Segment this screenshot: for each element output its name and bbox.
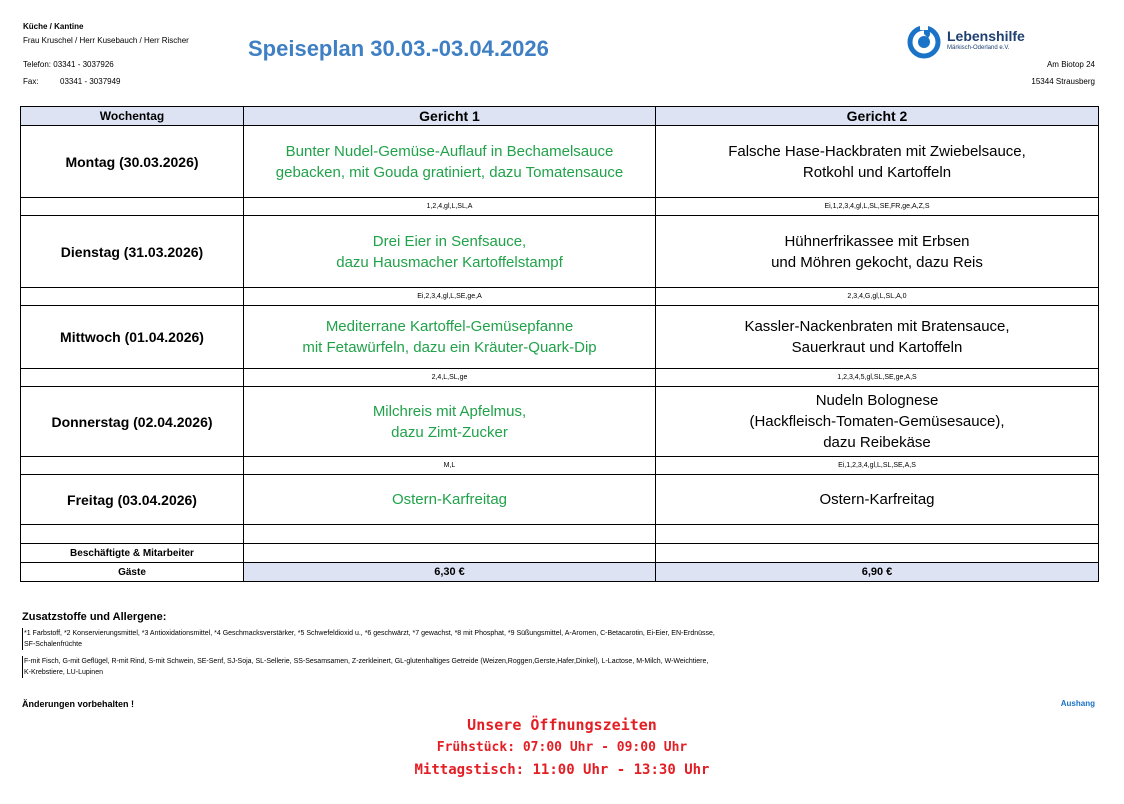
empty-cell	[656, 525, 1099, 544]
logo-subtitle: Märkisch-Oderland e.V.	[947, 45, 1010, 51]
meal-line: dazu Hausmacher Kartoffelstampf	[336, 253, 563, 271]
empty-cell	[21, 525, 244, 544]
meal-line: mit Fetawürfeln, dazu ein Kräuter-Quark-Dip	[302, 339, 597, 356]
meal-line: dazu Reibekäse	[823, 434, 931, 451]
meal-line: dazu Zimt-Zucker	[391, 423, 508, 441]
col-header-meal2: Gericht 2	[656, 107, 1099, 126]
aushang-label: Aushang	[1060, 699, 1095, 708]
allergen-row	[21, 369, 1099, 387]
department-label: Küche / Kantine	[23, 22, 84, 31]
meal-line: Sauerkraut und Kartoffeln	[791, 339, 963, 356]
staff-names: Frau Kruschel / Herr Kusebauch / Herr Rischer	[23, 36, 189, 45]
meal2-cell	[656, 216, 1099, 288]
day-row-wednesday	[21, 306, 1099, 369]
staff-label: Beschäftigte & Mitarbeiter	[21, 544, 244, 563]
allergens-legend	[22, 656, 1099, 678]
meal2-cell	[656, 126, 1099, 198]
meal-line: und Möhren gekocht, dazu Reis	[771, 253, 983, 271]
day-row-friday	[21, 475, 1099, 525]
meal-line: gebacken, mit Gouda gratiniert, dazu Tomatensauce	[275, 163, 624, 181]
meal1-cell	[244, 306, 656, 369]
meal1-cell	[244, 387, 656, 457]
allergen-codes-meal2: Ei,1,2,3,4,gl,L,SL,SE,A,S	[656, 457, 1099, 475]
meal2-cell	[656, 306, 1099, 369]
table-header-row	[21, 107, 1099, 126]
allergen-codes-meal2: Ei,1,2,3,4,gl,L,SL,SE,FR,ge,A,Z,S	[656, 198, 1099, 216]
allergens-line: F-mit Fisch, G-mit Geflügel, R-mit Rind, S-mit Schwein, SE-Senf, SJ-Soja, SL-Sellerie, SS-Sesamsamen, Z-zerkleinert, GL-glutenhaltiges Getreide (Weizen,Roggen,Gerste,Hafer,Dinkel), L-Lactose, M-Milch, W-Weichtiere,	[24, 658, 709, 665]
allergen-cell-empty	[21, 198, 244, 216]
allergen-codes-meal2: 2,3,4,G,gl,L,SL,A,0	[656, 288, 1099, 306]
additives-legend	[22, 628, 1099, 650]
phone-number: Telefon: 03341 - 3037926	[23, 60, 114, 69]
day-cell: Montag (30.03.2026)	[21, 126, 244, 198]
allergen-codes-meal1: 2,4,L,SL,ge	[244, 369, 656, 387]
allergen-cell-empty	[21, 369, 244, 387]
meal-line: Hühnerfrikassee mit Erbsen	[784, 232, 970, 250]
allergen-cell-empty	[21, 457, 244, 475]
day-row-thursday	[21, 387, 1099, 457]
meal-line: Bunter Nudel-Gemüse-Auflauf in Bechamelsauce	[285, 142, 614, 160]
guest-price-row	[21, 563, 1099, 582]
allergen-codes-meal1: 1,2,4,gl,L,SL,A	[244, 198, 656, 216]
allergens-line: K-Krebstiere, LU-Lupinen	[24, 669, 103, 676]
meal-line: Mediterrane Kartoffel-Gemüsepfanne	[325, 318, 574, 335]
day-cell: Freitag (03.04.2026)	[21, 475, 244, 525]
title-dates: 30.03.-03.04.2026	[370, 36, 549, 61]
day-row-monday	[21, 126, 1099, 198]
title-word: Speiseplan	[248, 36, 365, 61]
fax-label: Fax:	[23, 77, 39, 86]
empty-row	[21, 525, 1099, 544]
day-cell: Donnerstag (02.04.2026)	[21, 387, 244, 457]
allergen-row	[21, 288, 1099, 306]
guests-label: Gäste	[21, 563, 244, 582]
meal-line: (Hackfleisch-Tomaten-Gemüsesauce),	[749, 413, 1005, 430]
meal-line: Ostern-Karfreitag	[391, 491, 508, 508]
day-row-tuesday	[21, 216, 1099, 288]
meal2-cell	[656, 475, 1099, 525]
allergen-row	[21, 457, 1099, 475]
hours-lunch: Mittagstisch: 11:00 Uhr - 13:30 Uhr	[414, 762, 710, 778]
col-header-meal1: Gericht 1	[244, 107, 656, 126]
meal-line: Falsche Hase-Hackbraten mit Zwiebelsauce,	[728, 142, 1026, 160]
fax-number: 03341 - 3037949	[60, 77, 121, 86]
address-city: 15344 Strausberg	[1031, 77, 1095, 86]
allergen-codes-meal1: Ei,2,3,4,gl,L,SE,ge,A	[244, 288, 656, 306]
changes-notice: Änderungen vorbehalten !	[22, 699, 135, 709]
staff-price-meal2	[656, 544, 1099, 563]
meal2-cell	[656, 387, 1099, 457]
allergen-codes-meal2: 1,2,3,4,5,gl,SL,SE,ge,A,S	[656, 369, 1099, 387]
hours-title: Unsere Öffnungszeiten	[467, 716, 657, 734]
guest-price-meal1: 6,30 €	[244, 563, 656, 582]
hours-breakfast: Frühstück: 07:00 Uhr - 09:00 Uhr	[436, 740, 688, 755]
additives-line: SF-Schalenfrüchte	[24, 641, 82, 648]
menu-table	[20, 106, 1099, 582]
notes-heading: Zusatzstoffe und Allergene:	[22, 611, 167, 623]
lebenshilfe-logo-icon	[906, 24, 946, 60]
staff-price-meal1	[244, 544, 656, 563]
allergen-codes-meal1: M,L	[244, 457, 656, 475]
meal-line: Nudeln Bolognese	[815, 392, 939, 409]
day-cell: Mittwoch (01.04.2026)	[21, 306, 244, 369]
col-header-day: Wochentag	[21, 107, 244, 126]
address-street: Am Biotop 24	[1046, 60, 1095, 69]
meal-line: Ostern-Karfreitag	[819, 491, 935, 508]
page-title	[248, 36, 549, 62]
allergen-cell-empty	[21, 288, 244, 306]
meal-line: Milchreis mit Apfelmus,	[372, 402, 527, 420]
empty-cell	[244, 525, 656, 544]
meal-line: Drei Eier in Senfsauce,	[372, 232, 527, 250]
meal-line: Rotkohl und Kartoffeln	[802, 163, 952, 181]
guest-price-meal2: 6,90 €	[656, 563, 1099, 582]
meal1-cell	[244, 475, 656, 525]
logo-wordmark: Lebenshilfe	[947, 28, 1025, 44]
staff-price-row	[21, 544, 1099, 563]
additives-line: *1 Farbstoff, *2 Konservierungsmittel, *3 Antioxidationsmittel, *4 Geschmacksverstärker, *5 Schwefeldioxid u., *6 geschwärzt, *7 gewachst, *8 mit Phosphat, *9 Süßungsmittel, A-Aromen, C-Betacarotin, Ei-Eier, EN-Erdnüsse,	[24, 630, 715, 637]
allergen-row	[21, 198, 1099, 216]
day-cell: Dienstag (31.03.2026)	[21, 216, 244, 288]
meal-line: Kassler-Nackenbraten mit Bratensauce,	[744, 318, 1010, 335]
meal1-cell	[244, 126, 656, 198]
meal1-cell	[244, 216, 656, 288]
